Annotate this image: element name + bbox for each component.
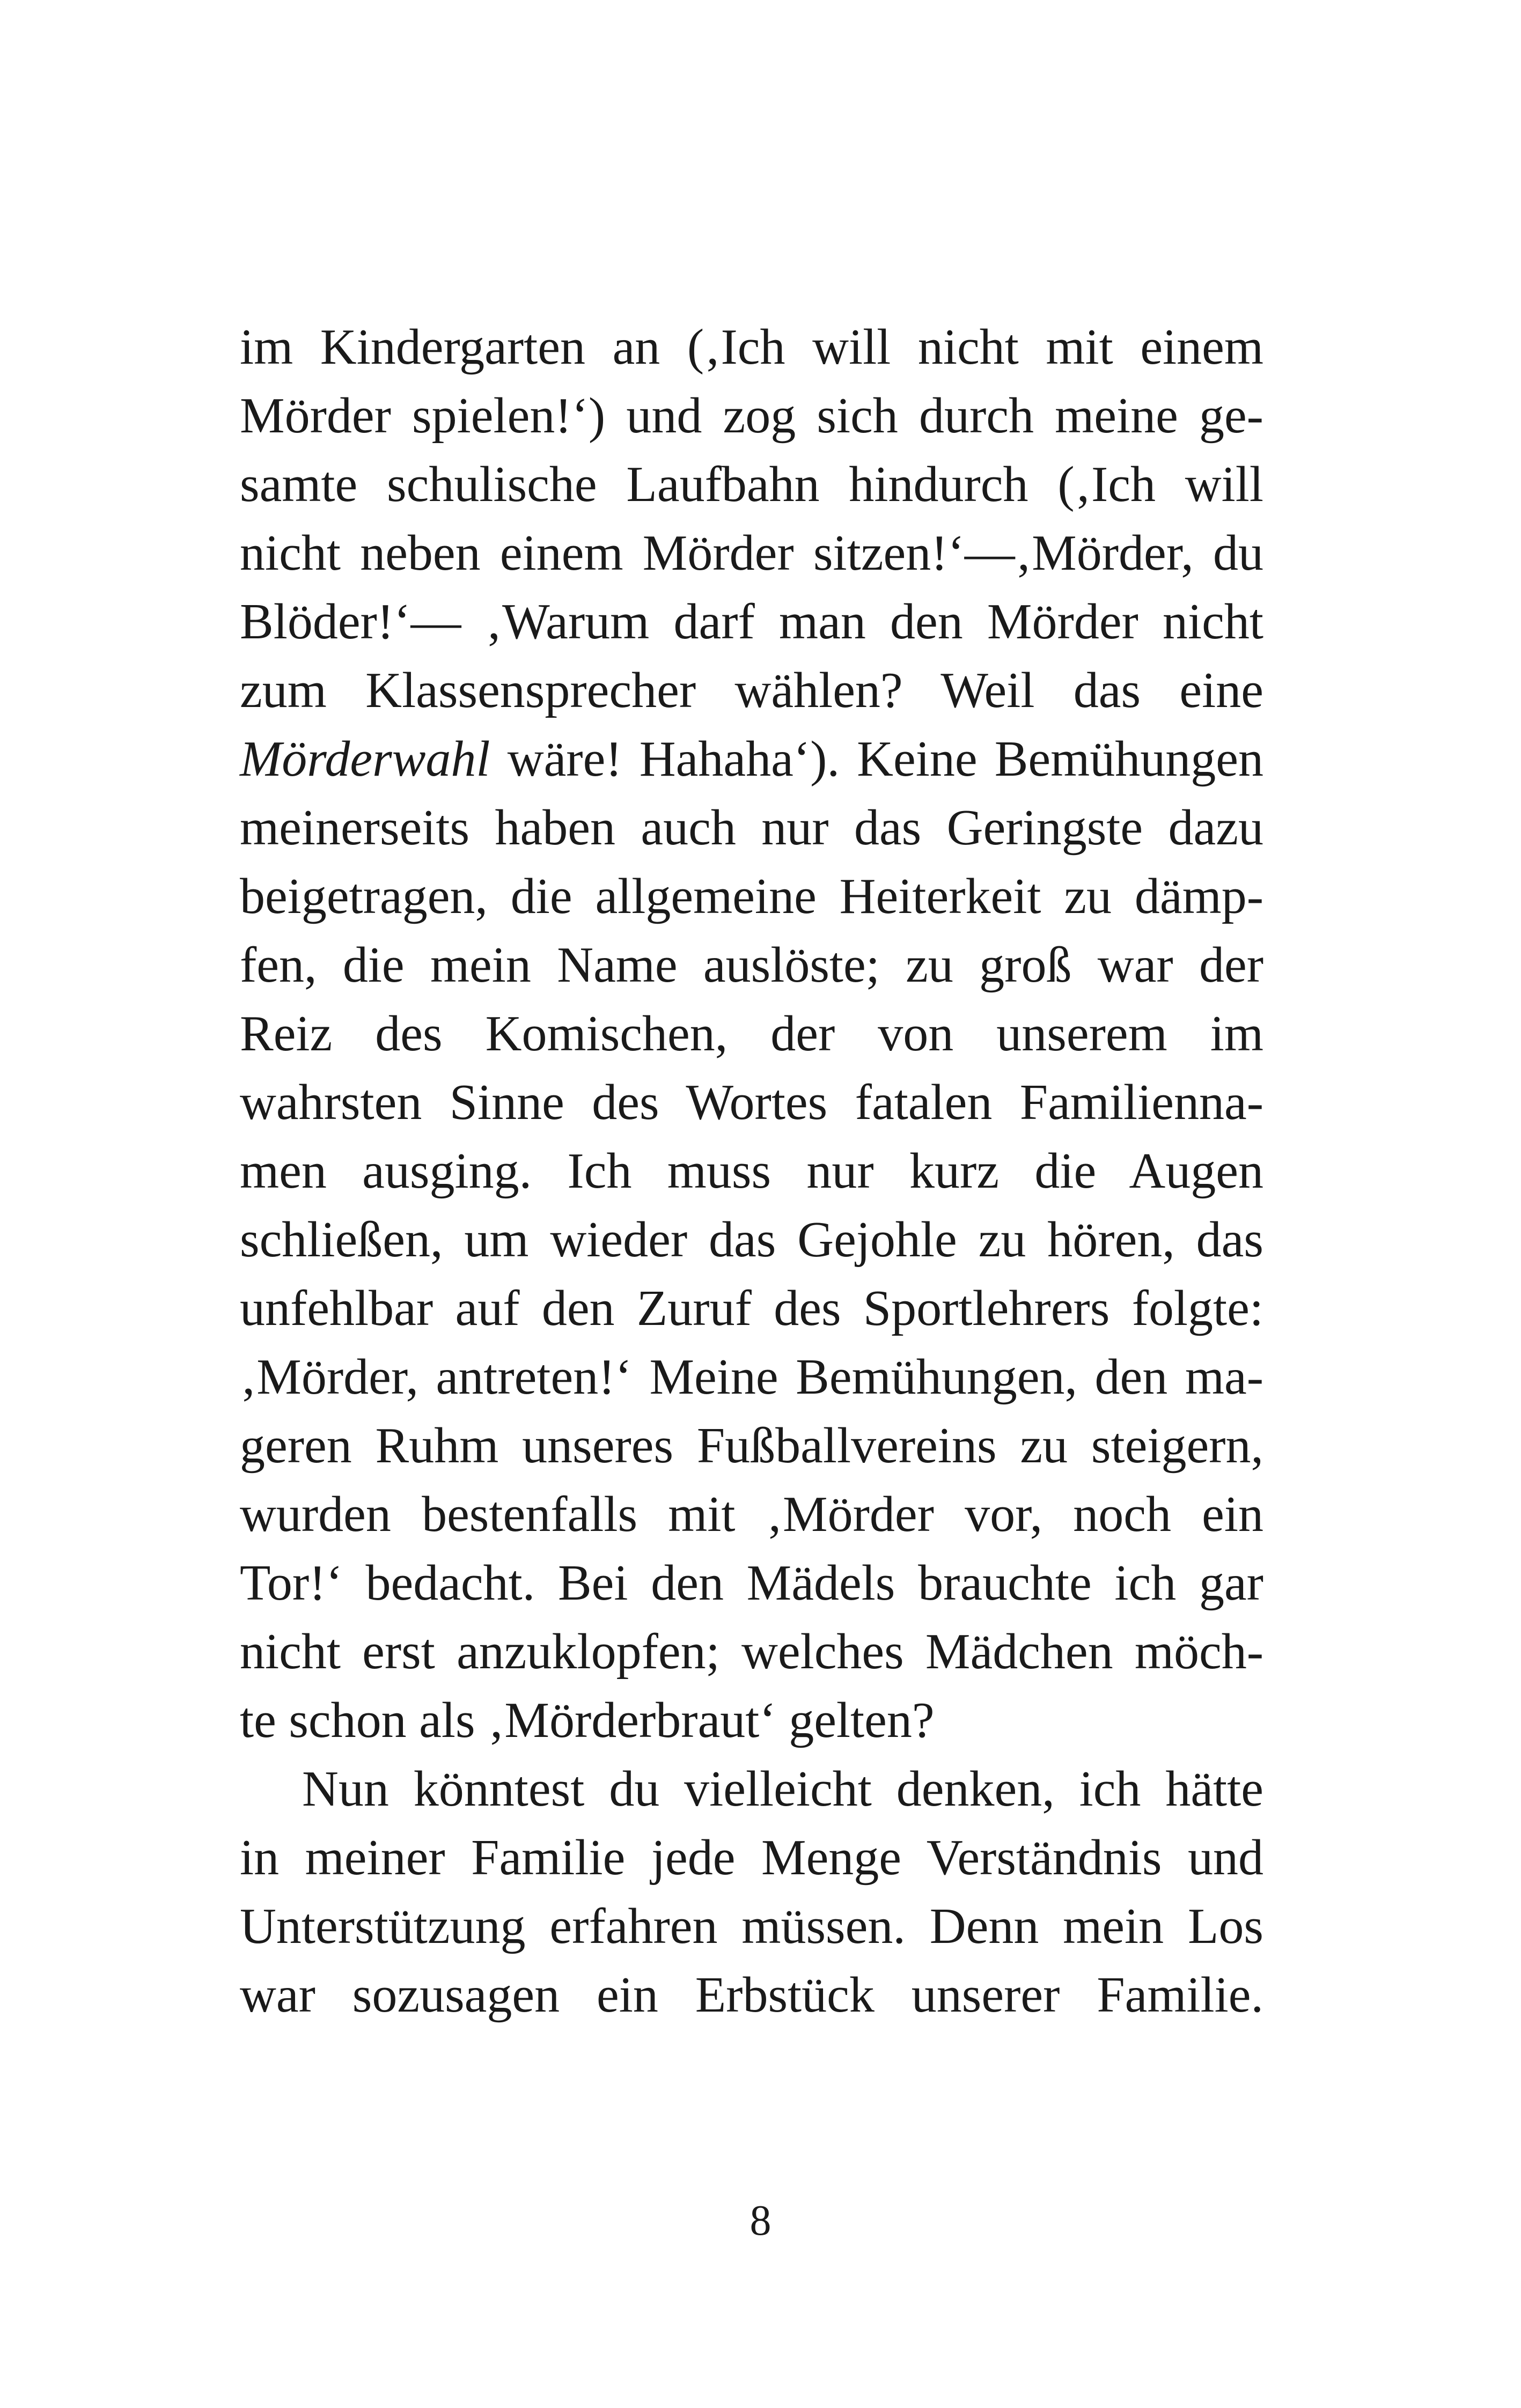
body-text xyxy=(240,313,1263,2029)
text-segment: men ausging. Ich muss nur kurz die Augen xyxy=(240,1143,1263,1199)
text-line xyxy=(240,862,1263,931)
text-segment: zum Klassensprecher wählen? Weil das eine xyxy=(240,662,1263,718)
text-segment: war sozusagen ein Erbstück unserer Familie. xyxy=(240,1967,1263,2023)
text-line xyxy=(240,450,1263,519)
text-line xyxy=(240,587,1263,656)
text-line xyxy=(240,1343,1263,1411)
text-segment: im Kindergarten an (‚Ich will nicht mit einem xyxy=(240,319,1263,375)
text-line xyxy=(240,1274,1263,1343)
text-line xyxy=(240,1480,1263,1549)
text-segment: Mörder spielen!‘) und zog sich durch meine ge- xyxy=(240,388,1263,444)
italic-text: Mörderwahl xyxy=(240,731,490,787)
text-line xyxy=(240,1411,1263,1480)
text-segment: nicht neben einem Mörder sitzen!‘—‚Mörder, du xyxy=(240,525,1263,581)
text-line xyxy=(240,1961,1263,2029)
text-line xyxy=(240,725,1263,793)
text-line xyxy=(240,1686,1263,1755)
text-line xyxy=(240,1137,1263,1205)
text-line xyxy=(240,656,1263,725)
text-segment: Nun könntest du vielleicht denken, ich hätte xyxy=(302,1761,1263,1817)
text-line xyxy=(240,1755,1263,1823)
text-segment: meinerseits haben auch nur das Geringste dazu xyxy=(240,800,1263,856)
text-line xyxy=(240,931,1263,999)
text-segment: Blöder!‘— ‚Warum darf man den Mörder nicht xyxy=(240,594,1263,650)
text-segment: wäre! Hahaha‘). Keine Bemühungen xyxy=(490,731,1263,787)
text-segment: ‚Mörder, antreten!‘ Meine Bemühungen, den ma- xyxy=(240,1349,1263,1405)
text-segment: samte schulische Laufbahn hindurch (‚Ich will xyxy=(240,456,1263,512)
text-line xyxy=(240,519,1263,587)
text-line xyxy=(240,793,1263,862)
text-segment: Reiz des Komischen, der von unserem im xyxy=(240,1006,1263,1062)
text-line xyxy=(240,1068,1263,1137)
text-segment: Unterstützung erfahren müssen. Denn mein Los xyxy=(240,1898,1263,1954)
text-segment: unfehlbar auf den Zuruf des Sportlehrers folgte: xyxy=(240,1280,1263,1336)
text-segment: in meiner Familie jede Menge Verständnis und xyxy=(240,1830,1263,1886)
text-segment: fen, die mein Name auslöste; zu groß war der xyxy=(240,937,1263,993)
text-segment: geren Ruhm unseres Fußballvereins zu steigern, xyxy=(240,1418,1263,1474)
text-segment: wurden bestenfalls mit ‚Mörder vor, noch ein xyxy=(240,1486,1263,1542)
text-line xyxy=(240,1617,1263,1686)
text-segment: nicht erst anzuklopfen; welches Mädchen möch- xyxy=(240,1624,1263,1680)
text-segment: Tor!‘ bedacht. Bei den Mädels brauchte ich gar xyxy=(240,1555,1263,1611)
text-segment: schließen, um wieder das Gejohle zu hören, das xyxy=(240,1212,1263,1268)
text-line xyxy=(240,381,1263,450)
text-line xyxy=(240,1823,1263,1892)
text-segment: beigetragen, die allgemeine Heiterkeit zu dämp- xyxy=(240,868,1263,924)
text-line xyxy=(240,999,1263,1068)
text-line xyxy=(240,1892,1263,1961)
page-number: 8 xyxy=(750,2197,771,2244)
text-segment: wahrsten Sinne des Wortes fatalen Familienna- xyxy=(240,1074,1263,1130)
text-segment: te schon als ‚Mörderbraut‘ gelten? xyxy=(240,1692,935,1748)
text-line xyxy=(240,313,1263,381)
text-line xyxy=(240,1549,1263,1617)
text-line xyxy=(240,1205,1263,1274)
